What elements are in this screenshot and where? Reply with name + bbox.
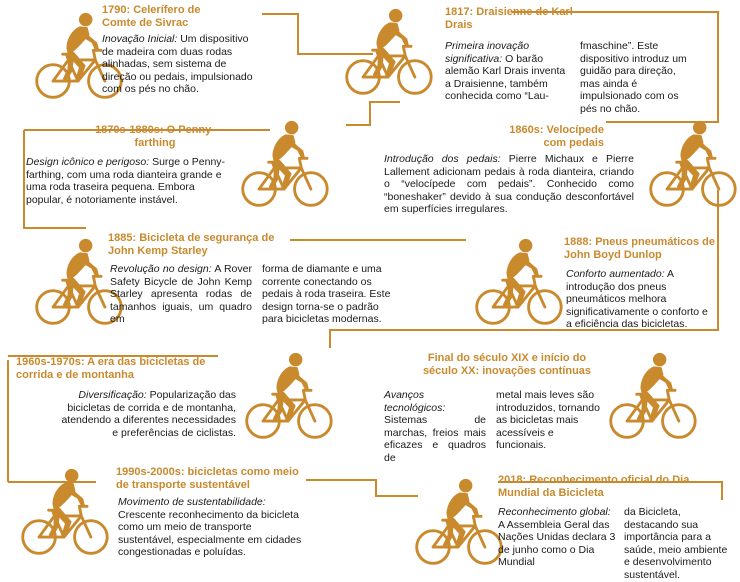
event-text-2018 [498, 506, 616, 569]
event-title-1860s: 1860s: Velocípede com pedais [509, 124, 604, 149]
cyclist-icon [644, 118, 740, 214]
event-title-late-19th: Final do século XIX e início do século XX: inovações contínuas [422, 352, 592, 377]
event-body: A introdução dos pneus pneumáticos melhora significativamente o conforto e a eficiência das bicicletas. [566, 268, 708, 331]
event-lead: Conforto aumentado: [566, 268, 665, 280]
event-text-1960s [60, 389, 236, 439]
event-lead: Avanços tecnológicos: [384, 389, 446, 414]
cyclist-icon [236, 118, 332, 214]
event-lead: Movimento de sustentabilidade: [118, 496, 266, 508]
event-title-1790: 1790: Celerífero de Comte de Sivrac [102, 4, 201, 29]
event-title-1885: 1885: Bicicleta de segurança de John Kemp Starley [108, 232, 275, 257]
cyclist-icon [16, 466, 112, 562]
event-text-1885 [110, 263, 252, 326]
cyclist-icon [470, 236, 566, 332]
event-title-1990s: 1990s-2000s: bicicletas como meio de transporte sustentável [116, 466, 299, 491]
event-lead: Inovação Inicial: [102, 33, 178, 45]
event-body: Pierre Michaux e Pierre Lallement adicionam pedais à roda dianteira, criando o “velocípede com pedais”. Conhecido como “boneshaker” devido à sua condução desconfortável em superfícies irregulares. [384, 153, 634, 216]
event-body: Sistemas de marchas, freios mais eficazes e quadros de [384, 414, 486, 464]
event-text-1885-cont: forma de diamante e uma corrente conectando os pedais à roda traseira. Este design torna-se o padrão para bicicletas modernas. [262, 263, 391, 326]
event-text-late-19th-cont: metal mais leves são introduzidos, tornando as bicicletas mais acessíveis e funcionais. [496, 389, 600, 452]
event-lead: Introdução dos pedais: [384, 153, 501, 165]
event-body: Surge o Penny-farthing, com uma roda dianteira grande e uma roda traseira pequena. Embora popular, é notoriamente instável. [26, 156, 226, 206]
event-body: A Assembleia Geral das Nações Unidas declara 3 de junho como o Dia Mundial [498, 518, 616, 569]
event-text-late-19th [384, 389, 486, 465]
event-lead: Design icônico e perigoso: [26, 156, 150, 168]
event-title-1870s: 1870s-1880s: O Penny-farthing [95, 124, 215, 149]
event-body: Popularização das bicicletas de corrida e de montanha, atendendo a diferentes necessidades e preferências de ciclistas. [61, 389, 236, 439]
event-lead: Diversificação: [78, 389, 147, 401]
event-lead: Reconhecimento global: [498, 506, 611, 518]
cyclist-icon [604, 350, 700, 446]
event-title-1888: 1888: Pneus pneumáticos de John Boyd Dunlop [564, 236, 715, 261]
event-title-1817: 1817: Draisienne de Karl Drais [445, 6, 573, 31]
cyclist-icon [410, 476, 506, 572]
event-lead: Revolução no design: [110, 263, 212, 275]
event-lead: Primeira inovação significativa: [445, 40, 530, 65]
event-text-1790 [102, 33, 262, 96]
event-text-1860s [384, 153, 634, 216]
event-text-1888 [566, 268, 716, 331]
event-text-1990s [118, 496, 304, 559]
event-text-2018-cont: da Bicicleta, destacando sua importância para a saúde, meio ambiente e desenvolvimento sustentável. [624, 506, 728, 581]
event-body: Um dispositivo de madeira com duas rodas alinhadas, sem sistema de direção ou pedais, impulsionado com os pés no chão. [102, 33, 253, 96]
event-body: Crescente reconhecimento da bicicleta como um meio de transporte sustentável, especialmente em cidades congestionadas e poluídas. [118, 508, 302, 559]
event-title-1960s: 1960s-1970s: A era das bicicletas de corrida e de montanha [16, 356, 206, 381]
cyclist-icon [340, 6, 436, 102]
event-body: O barão alemão Karl Drais inventa a Draisienne, também conhecida como “Lau- [445, 52, 566, 103]
event-text-1817-cont: fmaschine”. Este dispositivo introduz um guidão para direção, mas ainda é impulsionado com os pés no chão. [580, 40, 687, 115]
cyclist-icon [240, 350, 336, 446]
event-text-1817 [445, 40, 571, 103]
event-text-1870s [26, 156, 230, 206]
event-title-2018: 2018: Reconhecimento oficial do Dia Mundial da Bicicleta [498, 474, 690, 499]
event-body: A Rover Safety Bicycle de John Kemp Starley apresenta rodas de tamanhos iguais, um quadro em [110, 263, 252, 326]
